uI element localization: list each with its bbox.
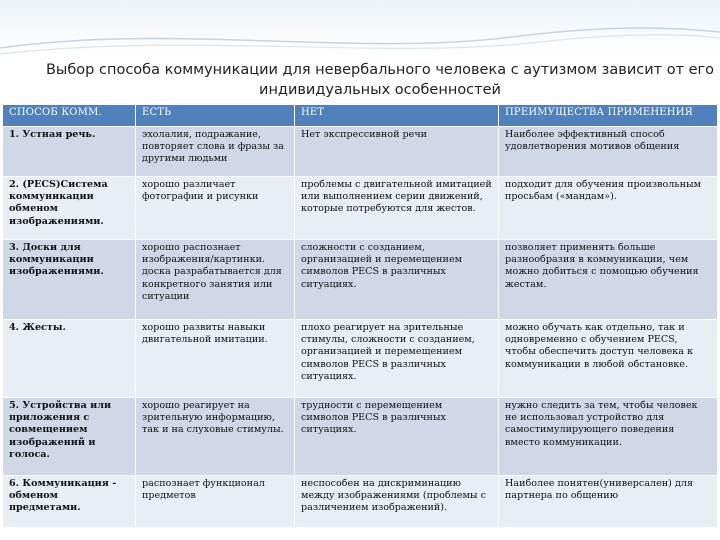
advantages-cell: можно обучать как отдельно, так и одновременно с обучением PECS, чтобы обеспечить доступ человека к коммуникации в любой обстановке. (499, 320, 718, 398)
lacks-cell: неспособен на дискриминацию между изображениями (проблемы с различением изображений). (295, 476, 499, 528)
method-cell: 1. Устная речь. (3, 127, 136, 177)
has-cell: распознает функционал предметов (136, 476, 295, 528)
lacks-cell: сложности с созданием, организацией и перемещением символов PECS в различных ситуациях. (295, 240, 499, 320)
has-cell: хорошо различает фотографии и рисунки (136, 177, 295, 240)
has-cell: хорошо распознает изображения/картинки. доска разрабатывается для конкретного занятия или ситуации (136, 240, 295, 320)
column-header-method: СПОСОБ КОММ. (3, 105, 136, 127)
communication-methods-table (2, 104, 718, 528)
column-header-has: ЕСТЬ (136, 105, 295, 127)
has-cell: хорошо реагирует на зрительную информацию, так и на слуховые стимулы. (136, 398, 295, 476)
lacks-cell: Нет экспрессивной речи (295, 127, 499, 177)
advantages-cell: нужно следить за тем, чтобы человек не использовал устройство для самостимулирующего поведения вместо коммуникации. (499, 398, 718, 476)
decorative-wave (0, 18, 720, 58)
page-title: Выбор способа коммуникации для невербального человека с аутизмом зависит от его индивидуальных особенностей (45, 62, 715, 98)
advantages-cell: Наиболее эффективный способ удовлетворения мотивов общения (499, 127, 718, 177)
lacks-cell: трудности с перемещением символов PECS в различных ситуациях. (295, 398, 499, 476)
method-cell: 3. Доски для коммуникации изображениями. (3, 240, 136, 320)
method-cell: 2. (PECS)Система коммуникации обменом изображениями. (3, 177, 136, 240)
table-row (3, 320, 718, 398)
advantages-cell: Наиболее понятен(универсален) для партнера по общению (499, 476, 718, 528)
table-header-row (3, 105, 718, 127)
method-cell: 5. Устройства или приложения с совмещением изображений и голоса. (3, 398, 136, 476)
table-row (3, 127, 718, 177)
has-cell: эхолалия, подражание, повторяет слова и фразы за другими людьми (136, 127, 295, 177)
method-cell: 4. Жесты. (3, 320, 136, 398)
advantages-cell: подходит для обучения произвольным просьбам («мандам»). (499, 177, 718, 240)
lacks-cell: плохо реагирует на зрительные стимулы, сложности с созданием, организацией и перемещением символов PECS в различных ситуациях. (295, 320, 499, 398)
table-row (3, 476, 718, 528)
lacks-cell: проблемы с двигательной имитацией или выполнением серии движений, которые потребуются для жестов. (295, 177, 499, 240)
advantages-cell: позволяет применять больше разнообразия в коммуникации, чем можно добиться с помощью обучения жестам. (499, 240, 718, 320)
method-cell: 6. Коммуникация - обменом предметами. (3, 476, 136, 528)
has-cell: хорошо развиты навыки двигательной имитации. (136, 320, 295, 398)
table-row (3, 177, 718, 240)
table-row (3, 398, 718, 476)
column-header-advantages: ПРЕИМУЩЕСТВА ПРИМЕНЕНИЯ (499, 105, 718, 127)
column-header-lacks: НЕТ (295, 105, 499, 127)
table-row (3, 240, 718, 320)
